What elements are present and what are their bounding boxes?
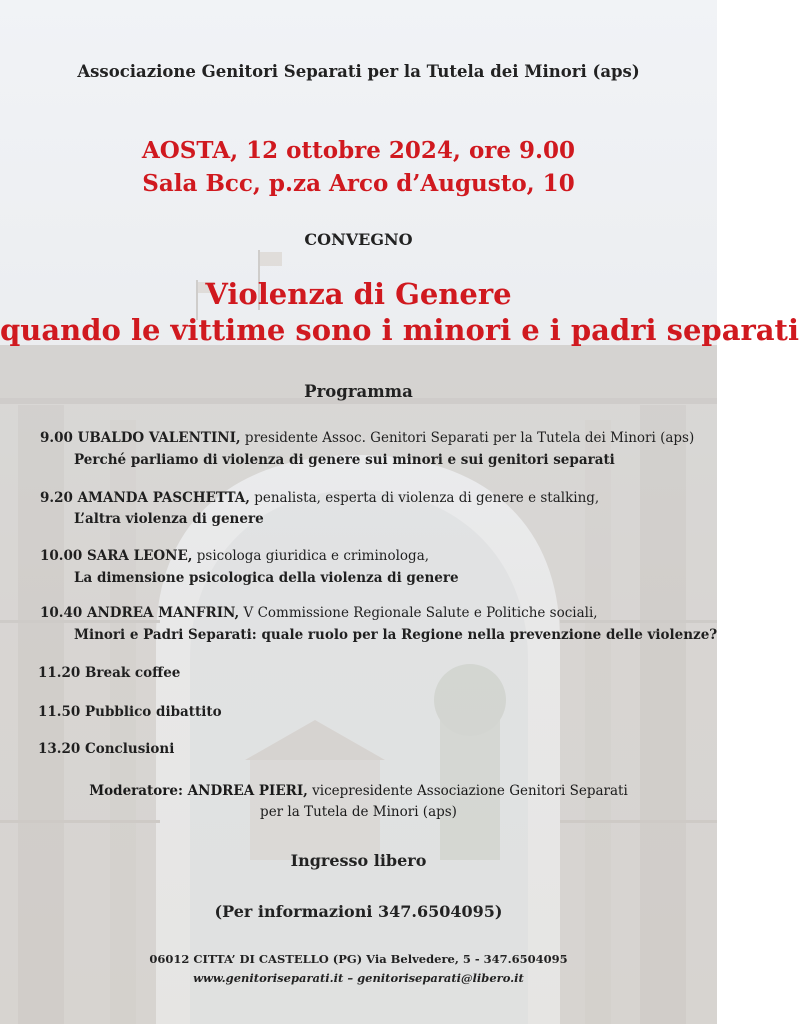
program-topic: L’altra violenza di genere (74, 511, 264, 527)
program-time-speaker: 10.40 ANDREA MANFRIN, (40, 605, 240, 621)
program-time-speaker: 9.20 AMANDA PASCHETTA, (40, 490, 250, 506)
moderator-role: vicepresidente Associazione Genitori Separati (307, 783, 628, 799)
program-item (40, 548, 429, 564)
moderator-line-1 (0, 783, 717, 799)
event-venue: Sala Bcc, p.za Arco d’Augusto, 10 (142, 170, 575, 197)
schedule-conclusions: 13.20 Conclusioni (38, 741, 175, 757)
schedule-debate: 11.50 Pubblico dibattito (38, 704, 222, 720)
program-topic: Minori e Padri Separati: quale ruolo per la Regione nella prevenzione delle violenze? (74, 627, 718, 643)
program-topic: La dimensione psicologica della violenza di genere (74, 570, 459, 586)
program-speaker-role: presidente Assoc. Genitori Separati per la Tutela dei Minori (aps) (240, 430, 695, 446)
program-heading: Programma (304, 382, 413, 401)
program-speaker-role: psicologa giuridica e criminologa, (192, 548, 430, 564)
program-speaker-role: V Commissione Regionale Salute e Politiche sociali, (239, 605, 598, 621)
event-type: CONVEGNO (304, 230, 413, 249)
program-item (40, 490, 599, 506)
event-title-line-1: Violenza di Genere (205, 277, 512, 311)
event-title-line-2: quando le vittime sono i minori e i padri separati (0, 313, 799, 347)
event-date: AOSTA, 12 ottobre 2024, ore 9.00 (141, 137, 576, 164)
moderator-label: Moderatore: ANDREA PIERI, (89, 783, 308, 799)
program-topic: Perché parliamo di violenza di genere sui minori e sui genitori separati (74, 452, 615, 468)
contact-address: 06012 CITTA’ DI CASTELLO (PG) Via Belvedere, 5 - 347.6504095 (149, 952, 568, 966)
program-time-speaker: 10.00 SARA LEONE, (40, 548, 193, 564)
moderator-line-2: per la Tutela de Minori (aps) (260, 804, 457, 820)
contact-web-email: www.genitoriseparati.it – genitoriseparati@libero.it (193, 971, 524, 985)
program-item (40, 430, 694, 446)
program-speaker-role: penalista, esperta di violenza di genere e stalking, (249, 490, 600, 506)
schedule-break: 11.20 Break coffee (38, 665, 181, 681)
program-item (40, 605, 598, 621)
info-phone: (Per informazioni 347.6504095) (214, 902, 503, 921)
organization-name: Associazione Genitori Separati per la Tutela dei Minori (aps) (77, 62, 640, 81)
program-time-speaker: 9.00 UBALDO VALENTINI, (40, 430, 241, 446)
entry-notice: Ingresso libero (290, 851, 427, 870)
